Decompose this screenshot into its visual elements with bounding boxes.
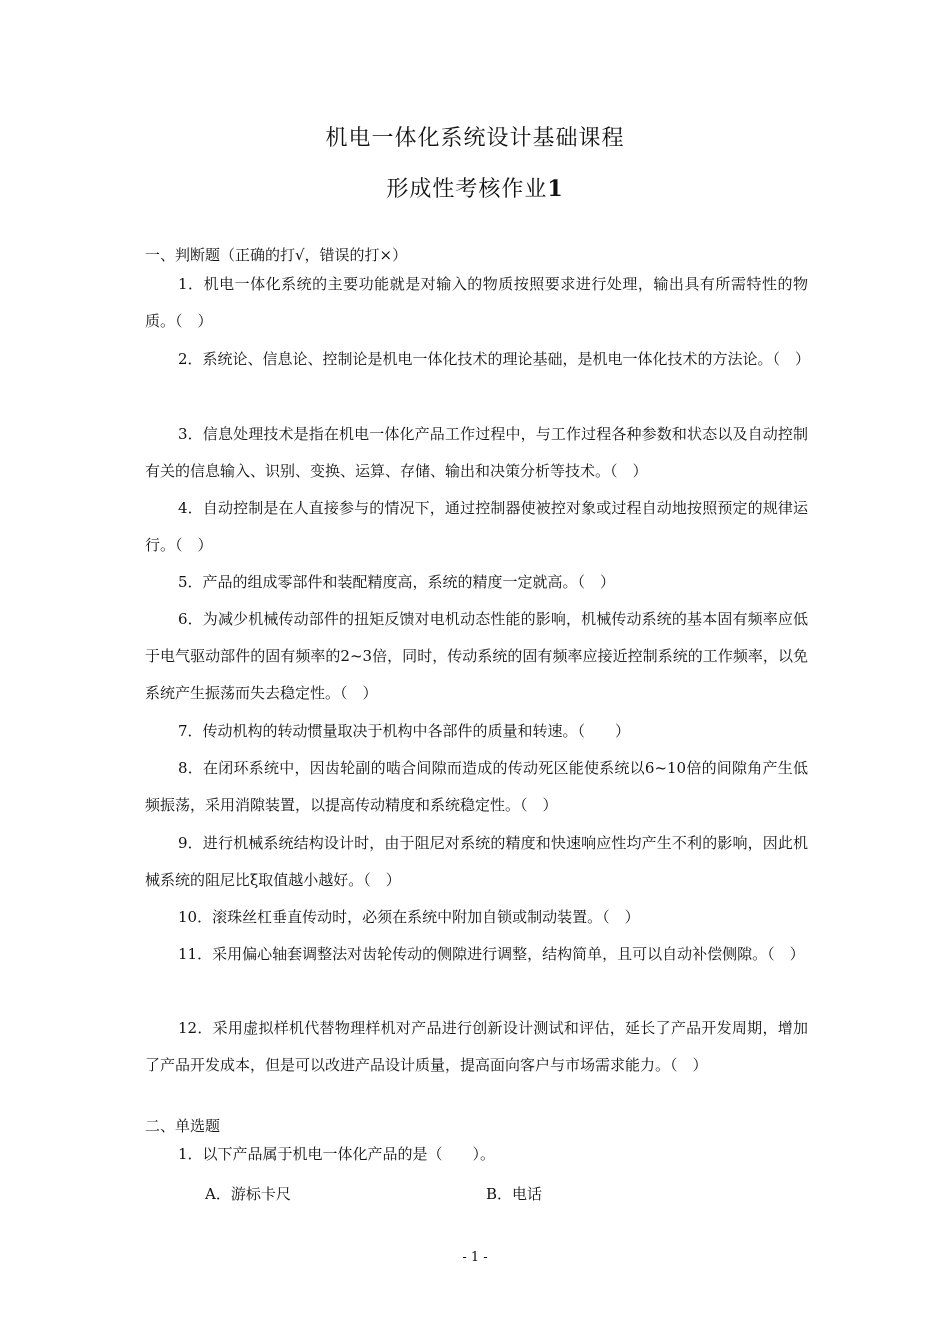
question-tf-3: 3．信息处理技术是指在机电一体化产品工作过程中，与工作过程各种参数和状态以及自动控制有关的信息输入、识别、变换、运算、存储、输出和决策分析等技术。（ ） (145, 425, 808, 480)
question-tf-9: 9．进行机械系统结构设计时，由于阻尼对系统的精度和快速响应性均产生不利的影响，因此机械系统的阻尼比ξ取值越小越好。（ ） (145, 834, 808, 889)
question-sc-1: 1．以下产品属于机电一体化产品的是（ ）。 (178, 1145, 496, 1163)
document-subtitle (0, 172, 950, 203)
subtitle-text: 形成性考核作业 (386, 177, 548, 202)
option-a: A．游标卡尺 (205, 1185, 291, 1203)
question-tf-10: 10．滚珠丝杠垂直传动时，必须在系统中附加自锁或制动装置。（ ） (178, 908, 640, 926)
question-tf-8: 8．在闭环系统中，因齿轮副的啮合间隙而造成的传动死区能使系统以6~10倍的间隙角产生低频振荡，采用消隙装置，以提高传动精度和系统稳定性。（ ） (145, 759, 808, 814)
section-heading-true-false: 一、判断题（正确的打√，错误的打×） (145, 246, 408, 264)
question-tf-12: 12．采用虚拟样机代替物理样机对产品进行创新设计测试和评估，延长了产品开发周期，增加了产品开发成本，但是可以改进产品设计质量，提高面向客户与市场需求能力。（ ） (145, 1019, 808, 1074)
subtitle-number: 1 (547, 176, 564, 202)
document-title: 机电一体化系统设计基础课程 (325, 126, 625, 151)
question-tf-7: 7．传动机构的转动惯量取决于机构中各部件的质量和转速。（ ） (178, 722, 631, 740)
option-b: B．电话 (486, 1185, 543, 1203)
section-heading-single-choice: 二、单选题 (145, 1117, 221, 1135)
question-tf-2: 2．系统论、信息论、控制论是机电一体化技术的理论基础，是机电一体化技术的方法论。（ ） (178, 350, 811, 368)
question-tf-6: 6．为减少机械传动部件的扭矩反馈对电机动态性能的影响，机械传动系统的基本固有频率应低于电气驱动部件的固有频率的2~3倍，同时，传动系统的固有频率应接近控制系统的工作频率，以免系统产生振荡而失去稳定性。（ ） (145, 610, 808, 702)
question-tf-4: 4．自动控制是在人直接参与的情况下，通过控制器使被控对象或过程自动地按照预定的规律运行。（ ） (145, 499, 808, 554)
page-number: - 1 - (462, 1250, 488, 1265)
question-tf-5: 5．产品的组成零部件和装配精度高，系统的精度一定就高。（ ） (178, 573, 616, 591)
question-tf-11: 11．采用偏心轴套调整法对齿轮传动的侧隙进行调整，结构简单，且可以自动补偿侧隙。（ ） (178, 945, 805, 963)
question-tf-1: 1．机电一体化系统的主要功能就是对输入的物质按照要求进行处理，输出具有所需特性的物质。（ ） (145, 275, 808, 330)
